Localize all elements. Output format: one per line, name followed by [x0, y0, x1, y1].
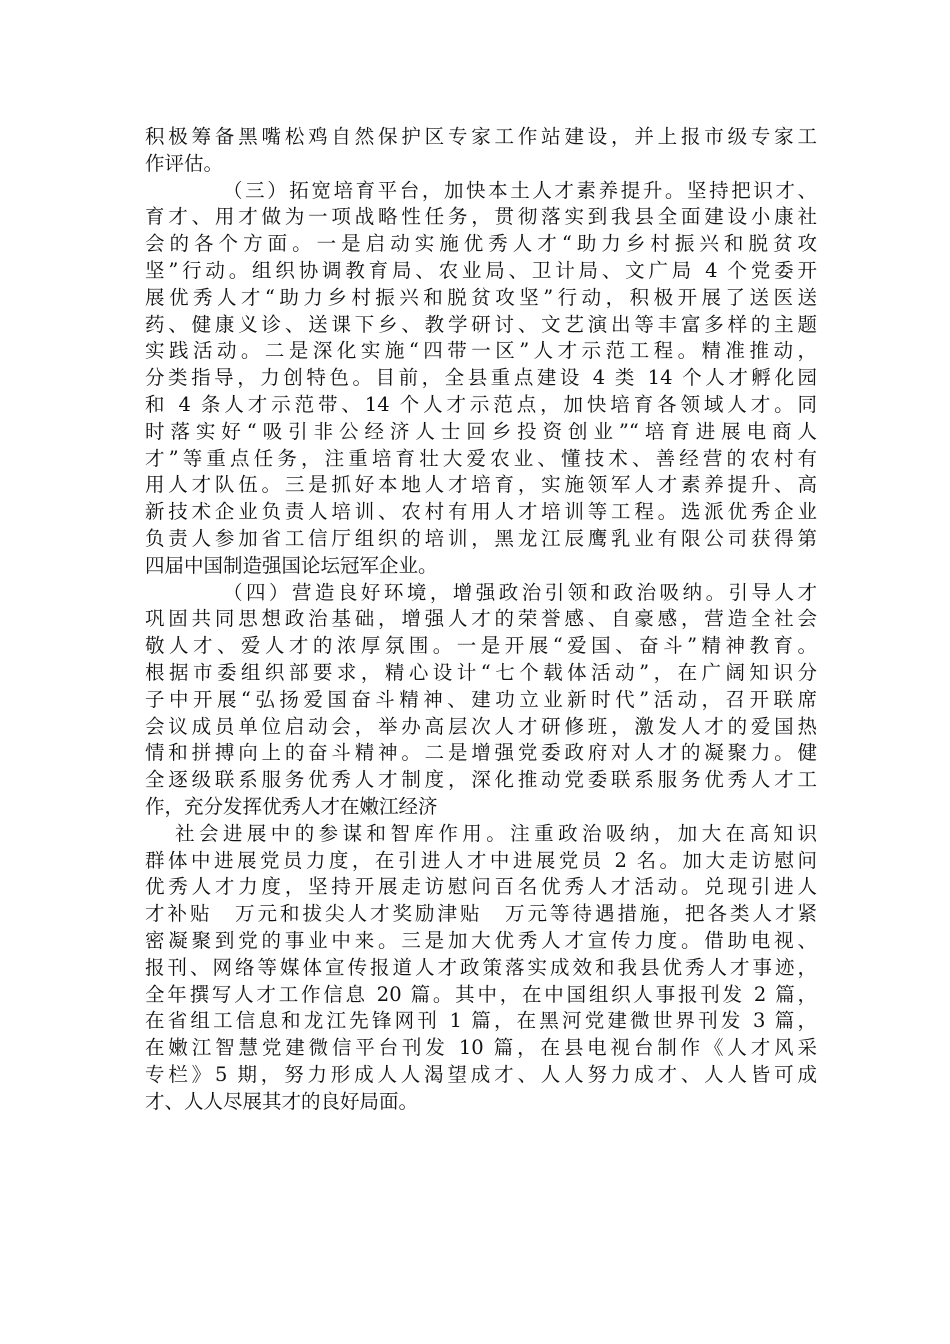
text-line: 敬人才、爱人才的浓厚氛围。一是开展“爱国、奋斗”精神教育。 — [145, 634, 817, 658]
text-line: 子中开展“弘扬爱国奋斗精神、建功立业新时代”活动，召开联席 — [145, 687, 817, 711]
text-line: （三）拓宽培育平台，加快本土人才素养提升。坚持把识才、 — [223, 178, 817, 202]
text-line: 新技术企业负责人培训、农村有用人才培训等工程。选派优秀企业 — [145, 500, 817, 524]
text-line: 密凝聚到党的事业中来。三是加大优秀人才宣传力度。借助电视、 — [145, 928, 817, 952]
text-line: 分类指导，力创特色。目前，全县重点建设 4 类 14 个人才孵化园 — [145, 366, 817, 390]
text-line: 群体中进展党员力度，在引进人才中进展党员 2 名。加大走访慰问 — [145, 848, 817, 872]
text-line: 根据市委组织部要求，精心设计“七个载体活动”，在广阔知识分 — [145, 660, 817, 684]
text-line: 育才、用才做为一项战略性任务，贯彻落实到我县全面建设小康社 — [145, 205, 817, 229]
text-line: 情和拼搏向上的奋斗精神。二是增强党委政府对人才的凝聚力。健 — [145, 741, 817, 765]
text-line: 和 4 条人才示范带、14 个人才示范点，加快培育各领域人才。同 — [145, 392, 817, 416]
text-line: 展优秀人才“助力乡村振兴和脱贫攻坚”行动，积极开展了送医送 — [145, 285, 817, 309]
text-line: 在省组工信息和龙江先锋网刊 1 篇，在黑河党建微世界刊发 3 篇， — [145, 1009, 817, 1033]
text-line: 作评估。 — [145, 151, 224, 175]
text-line: 药、健康义诊、送课下乡、教学研讨、文艺演出等丰富多样的主题 — [145, 312, 817, 336]
text-line: 会的各个方面。一是启动实施优秀人才“助力乡村振兴和脱贫攻 — [145, 232, 817, 256]
text-line: 实践活动。二是深化实施“四带一区”人才示范工程。精准推动， — [145, 339, 817, 363]
text-line: 用人才队伍。三是抓好本地人才培育，实施领军人才素养提升、高 — [145, 473, 817, 497]
text-line: 才”等重点任务，注重培育壮大爱农业、懂技术、善经营的农村有 — [145, 446, 817, 470]
text-line: 负责人参加省工信厅组织的培训，黑龙江辰鹰乳业有限公司获得第 — [145, 526, 817, 550]
text-line: 社会进展中的参谋和智库作用。注重政治吸纳，加大在高知识 — [175, 821, 817, 845]
text-line: 积极筹备黑嘴松鸡自然保护区专家工作站建设，并上报市级专家工 — [145, 125, 817, 148]
text-line: （四）营造良好环境，增强政治引领和政治吸纳。引导人才 — [223, 580, 817, 604]
text-line: 时落实好“吸引非公经济人士回乡投资创业”“培育进展电商人 — [145, 419, 817, 443]
text-line: 全逐级联系服务优秀人才制度，深化推动党委联系服务优秀人才工 — [145, 768, 817, 792]
text-line: 才、人人尽展其才的良好局面。 — [145, 1089, 419, 1113]
text-line: 作，充分发挥优秀人才在嫩江经济 — [145, 794, 438, 818]
text-line: 报刊、网络等媒体宣传报道人才政策落实成效和我县优秀人才事迹， — [145, 955, 817, 979]
text-line: 四届中国制造强国论坛冠军企业。 — [145, 553, 438, 577]
text-line: 在嫩江智慧党建微信平台刊发 10 篇，在县电视台制作《人才风采 — [145, 1036, 817, 1060]
text-line: 专栏》5 期，努力形成人人渴望成才、人人努力成才、人人皆可成 — [145, 1062, 817, 1086]
text-line: 坚”行动。组织协调教育局、农业局、卫计局、文广局 4 个党委开 — [145, 258, 817, 282]
text-line: 优秀人才力度，坚持开展走访慰问百名优秀人才活动。兑现引进人 — [145, 875, 817, 899]
text-line: 全年撰写人才工作信息 20 篇。其中，在中国组织人事报刊发 2 篇， — [145, 982, 817, 1006]
text-line: 才补贴 万元和拔尖人才奖励津贴 万元等待遇措施，把各类人才紧 — [145, 902, 817, 926]
document-body — [145, 124, 817, 1115]
text-line: 会议成员单位启动会，举办高层次人才研修班，激发人才的爱国热 — [145, 714, 817, 738]
text-line: 巩固共同思想政治基础，增强人才的荣誉感、自豪感，营造全社会 — [145, 607, 817, 631]
